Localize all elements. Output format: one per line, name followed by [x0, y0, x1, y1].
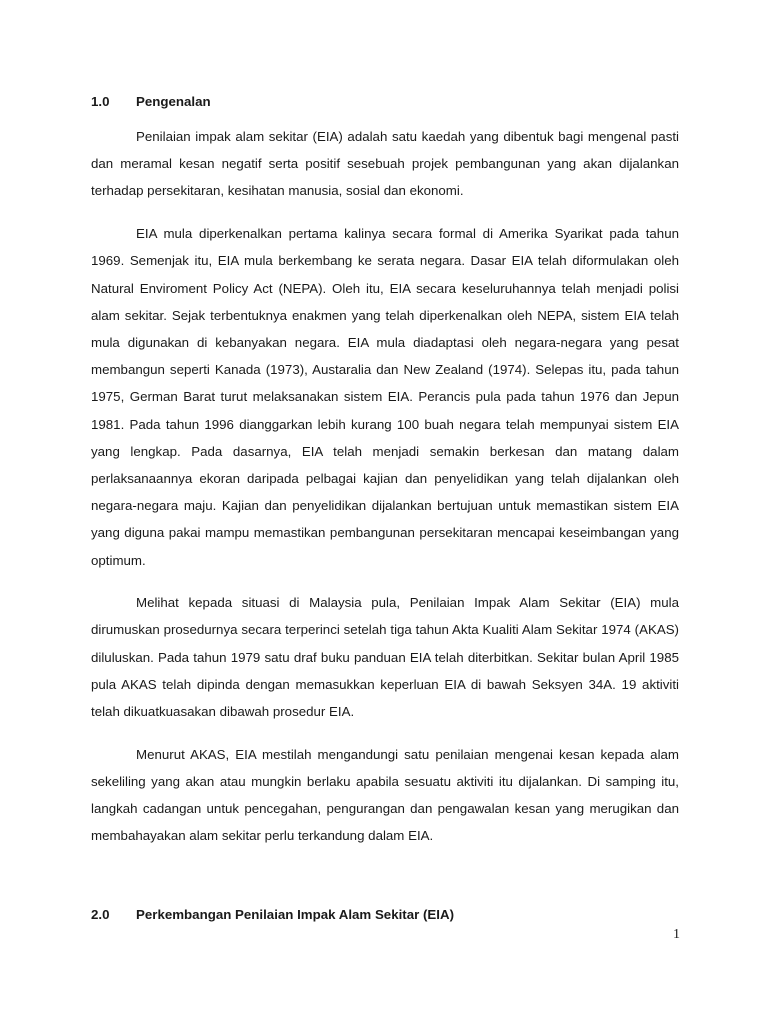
page-number: 1	[673, 927, 680, 942]
section-1-body	[91, 123, 679, 865]
paragraph: Melihat kepada situasi di Malaysia pula, Penilaian Impak Alam Sekitar (EIA) mula dirumuskan prosedurnya secara terperinci setelah tiga tahun Akta Kualiti Alam Sekitar 1974 (AKAS) diluluskan. Pada tahun 1979 satu draf buku panduan EIA telah diterbitkan. Sekitar bulan April 1985 pula AKAS telah dipinda dengan memasukkan keperluan EIA di bawah Seksyen 34A. 19 aktiviti telah dikuatkuasakan dibawah prosedur EIA.	[91, 595, 679, 720]
section-heading-1	[91, 92, 679, 112]
section-title: Perkembangan Penilaian Impak Alam Sekitar (EIA)	[136, 907, 455, 922]
paragraph: EIA mula diperkenalkan pertama kalinya secara formal di Amerika Syarikat pada tahun 1969. Semenjak itu, EIA mula berkembang ke serata negara. Dasar EIA telah diformulakan oleh Natural Enviroment Policy Act (NEPA). Oleh itu, EIA secara keseluruhannya telah menjadi polisi alam sekitar. Sejak terbentuknya enakmen yang telah diperkenalkan oleh NEPA, sistem EIA telah mula digunakan di kebanyakan negara. EIA mula diadaptasi oleh negara-negara yang pesat membangun seperti Kanada (1973), Austaralia dan New Zealand (1974). Selepas itu, pada tahun 1975, German Barat turut melaksanakan sistem EIA. Perancis pula pada tahun 1976 dan Jepun 1981. Pada tahun 1996 dianggarkan lebih kurang 100 buah negara telah mempunyai sistem EIA yang lengkap. Pada dasarnya, EIA telah menjadi semakin berkesan dan matang dalam perlaksanaannya ekoran daripada pelbagai kajian dan penyelidikan yang telah dijalankan oleh negara-negara maju. Kajian dan penyelidikan dijalankan bertujuan untuk memastikan sistem EIA yang diguna pakai mampu memastikan pembangunan persekitaran mencapai keseimbangan yang optimum.	[91, 226, 679, 568]
paragraph: Menurut AKAS, EIA mestilah mengandungi satu penilaian mengenai kesan kepada alam sekeliling yang akan atau mungkin berlaku apabila sesuatu aktiviti itu dijalankan. Di samping itu, langkah cadangan untuk pencegahan, pengurangan dan pengawalan kesan yang merugikan dan membahayakan alam sekitar perlu terkandung dalam EIA.	[91, 746, 679, 844]
section-number: 2.0	[91, 907, 110, 922]
section-number: 1.0	[91, 94, 110, 109]
section-heading-2	[91, 905, 679, 925]
paragraph: Penilaian impak alam sekitar (EIA) adalah satu kaedah yang dibentuk bagi mengenal pasti dan meramal kesan negatif serta positif sesebuah projek pembangunan yang akan dijalankan terhadap persekitaran, kesihatan manusia, sosial dan ekonomi.	[91, 129, 679, 199]
section-title: Pengenalan	[136, 94, 211, 109]
